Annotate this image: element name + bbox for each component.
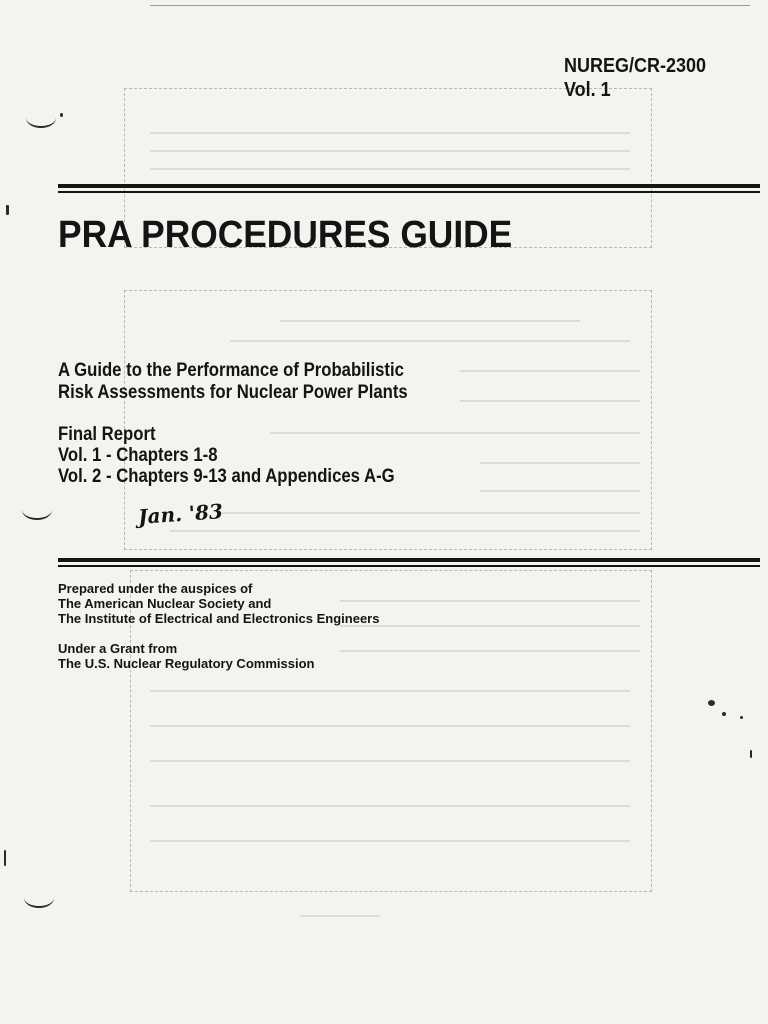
- subtitle-line-2: Risk Assessments for Nuclear Power Plants: [58, 382, 408, 403]
- subtitle-line-1: A Guide to the Performance of Probabilistic: [58, 360, 404, 381]
- sponsor-rule-thin: [58, 565, 760, 567]
- scan-speck: [60, 113, 63, 117]
- report-type: Final Report: [58, 424, 156, 445]
- show-through-text: [300, 915, 380, 917]
- volume-1-contents: Vol. 1 - Chapters 1-8: [58, 445, 218, 466]
- scan-speck: [708, 700, 715, 706]
- top-edge-line: [150, 5, 750, 6]
- scan-speck: [750, 750, 752, 758]
- scan-speck: [6, 205, 9, 215]
- scan-speck: [722, 712, 726, 716]
- show-through-text: [170, 530, 640, 532]
- grant-line-2: The U.S. Nuclear Regulatory Commission: [58, 656, 315, 671]
- sponsor-rule-thick: [58, 558, 760, 562]
- report-number-volume: Vol. 1: [564, 79, 611, 101]
- show-through-text: [460, 370, 640, 372]
- show-through-text: [340, 625, 640, 627]
- sponsors-block: [58, 581, 379, 626]
- show-through-text: [220, 512, 640, 514]
- show-through-text: [340, 650, 640, 652]
- volume-2-contents: Vol. 2 - Chapters 9-13 and Appendices A-G: [58, 466, 395, 487]
- show-through-text: [150, 760, 630, 762]
- volume-listing: [58, 424, 395, 487]
- show-through-text: [150, 150, 630, 152]
- handwritten-date: Jan. '83: [137, 499, 224, 529]
- show-through-text: [150, 690, 630, 692]
- grant-line-1: Under a Grant from: [58, 641, 178, 656]
- show-through-text: [150, 168, 630, 170]
- show-through-text: [480, 462, 640, 464]
- punch-hole-bottom: [24, 888, 54, 908]
- punch-hole-top: [26, 108, 56, 128]
- show-through-text: [280, 320, 580, 322]
- punch-hole-middle: [22, 500, 52, 520]
- show-through-text: [340, 600, 640, 602]
- document-subtitle: [58, 360, 408, 404]
- scan-speck: [740, 716, 743, 719]
- show-through-text: [150, 132, 630, 134]
- sponsors-line-3: The Institute of Electrical and Electronics Engineers: [58, 611, 380, 626]
- show-through-text: [480, 490, 640, 492]
- sponsors-line-2: The American Nuclear Society and: [58, 596, 272, 611]
- show-through-text: [150, 805, 630, 807]
- report-number-id: NUREG/CR-2300: [564, 55, 707, 77]
- show-through-text: [230, 340, 630, 342]
- title-rule-thick: [58, 184, 760, 188]
- report-number: [564, 54, 744, 102]
- show-through-text: [150, 840, 630, 842]
- sponsors-line-1: Prepared under the auspices of: [58, 581, 253, 596]
- show-through-text: [150, 725, 630, 727]
- document-title: PRA PROCEDURES GUIDE: [58, 214, 513, 256]
- scan-speck: [4, 850, 6, 866]
- show-through-text: [460, 400, 640, 402]
- title-rule-thin: [58, 191, 760, 193]
- grant-block: [58, 641, 314, 671]
